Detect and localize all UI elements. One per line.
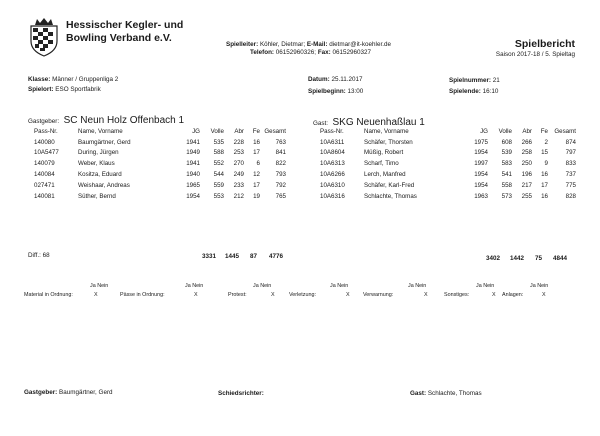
col-name: Name, Vorname (78, 127, 123, 135)
player-gesamt: 874 (565, 138, 576, 146)
home-total-fe: 87 (250, 253, 258, 260)
guest-player-rows (320, 137, 576, 202)
player-fe: 6 (256, 160, 260, 168)
check-material-mark: X (94, 292, 98, 298)
player-fe: 15 (541, 149, 548, 157)
home-total-gesamt: 4776 (269, 253, 284, 260)
ja-nein-header-5: Ja Nein (408, 283, 427, 289)
player-passnr: 10A6310 (320, 181, 345, 189)
player-gesamt: 797 (565, 149, 576, 157)
player-row (34, 148, 286, 159)
guest-team-label: Gast: (313, 120, 329, 127)
player-abr: 249 (233, 171, 244, 179)
player-row (320, 158, 576, 169)
datum-value: 25.11.2017 (331, 76, 363, 83)
player-abr: 266 (521, 138, 532, 146)
col-gesamt: Gesamt (264, 127, 286, 135)
player-name: Süther, Bernd (78, 192, 116, 200)
player-passnr: 10A6311 (320, 138, 345, 146)
spielbeginn-label: Spielbeginn: (308, 88, 346, 95)
player-fe: 17 (253, 149, 260, 157)
col-passnr: Pass-Nr. (320, 127, 344, 135)
ja-nein-header-4: Ja Nein (330, 283, 349, 289)
player-abr: 255 (521, 192, 532, 200)
player-gesamt: 737 (565, 171, 576, 179)
gast-sig-label: Gast: (410, 390, 427, 397)
player-abr: 196 (521, 171, 532, 179)
guest-total-abr: 1442 (510, 255, 525, 262)
player-name: Weber, Klaus (78, 160, 115, 168)
check-material: Material in Ordnung: (24, 292, 73, 298)
check-paesse: Pässe in Ordnung: (120, 292, 165, 298)
player-row (320, 169, 576, 180)
spielbeginn-value: 13:00 (347, 88, 364, 95)
player-volle: 541 (501, 171, 512, 179)
player-jg: 1965 (186, 181, 200, 189)
player-volle: 588 (213, 149, 224, 157)
player-passnr: 140081 (34, 192, 55, 200)
player-name: Schlachte, Thomas (364, 192, 417, 200)
datum-line (308, 76, 363, 83)
gastgeber-sig-value: Baumgärtner, Gerd (59, 389, 113, 396)
home-table-header (34, 126, 286, 137)
spielort-line (28, 86, 101, 93)
spielende-label: Spielende: (449, 88, 481, 95)
home-team-label: Gastgeber: (28, 118, 60, 125)
ja-nein-header-3: Ja Nein (253, 283, 272, 289)
gastgeber-sig-label: Gastgeber: (24, 389, 58, 396)
player-passnr: 140079 (34, 160, 55, 168)
player-abr: 212 (233, 192, 244, 200)
spielbeginn-line (308, 88, 363, 95)
col-volle: Volle (498, 127, 512, 135)
ja-nein-header-6: Ja Nein (476, 283, 495, 289)
player-gesamt: 775 (565, 181, 576, 189)
player-name: Weishaar, Andreas (78, 181, 130, 189)
player-abr: 253 (233, 149, 244, 157)
player-fe: 17 (541, 181, 548, 189)
player-name: Schäfer, Thorsten (364, 138, 413, 146)
check-paesse-mark: X (194, 292, 198, 298)
player-fe: 19 (253, 192, 260, 200)
player-row (34, 191, 286, 202)
player-name: Kositza, Eduard (78, 171, 122, 179)
check-anlagen: Anlagen: (502, 292, 524, 298)
check-verletzung-mark: X (346, 292, 350, 298)
check-verwarnung-mark: X (424, 292, 428, 298)
klasse-value: Männer / Gruppenliga 2 (52, 76, 119, 83)
klasse-label: Klasse: (28, 76, 51, 83)
player-row (320, 148, 576, 159)
association-name-line2: Bowling Verband e.V. (66, 32, 172, 44)
col-abr: Abr (522, 127, 532, 135)
player-fe: 16 (541, 171, 548, 179)
home-total-abr: 1445 (225, 253, 240, 260)
player-row (320, 137, 576, 148)
player-jg: 1975 (474, 138, 488, 146)
player-gesamt: 828 (565, 192, 576, 200)
player-jg: 1941 (186, 160, 200, 168)
player-name: During, Jürgen (78, 149, 119, 157)
player-name: Scharf, Timo (364, 160, 399, 168)
col-fe: Fe (252, 127, 260, 135)
fax-label: Fax: (317, 49, 331, 56)
player-fe: 17 (253, 181, 260, 189)
check-verletzung: Verletzung: (289, 292, 316, 298)
player-passnr: 10A8604 (320, 149, 345, 157)
player-abr: 233 (233, 181, 244, 189)
player-row (34, 180, 286, 191)
player-passnr: 140084 (34, 171, 55, 179)
gast-signature-line (410, 390, 482, 397)
player-passnr: 10A6316 (320, 192, 345, 200)
player-jg: 1954 (474, 149, 488, 157)
player-passnr: 140080 (34, 138, 55, 146)
player-volle: 558 (501, 181, 512, 189)
player-jg: 1940 (186, 171, 200, 179)
player-volle: 608 (501, 138, 512, 146)
player-jg: 1954 (474, 181, 488, 189)
guest-table-header (320, 126, 576, 137)
player-fe: 12 (253, 171, 260, 179)
guest-team-name: SKG Neuenhaßlau 1 (332, 117, 425, 128)
col-jg: JG (192, 127, 200, 135)
player-abr: 217 (521, 181, 532, 189)
player-row (34, 169, 286, 180)
check-sonstiges-mark: X (492, 292, 496, 298)
col-name: Name, Vorname (364, 127, 409, 135)
guest-total-fe: 75 (535, 255, 543, 262)
guest-total-volle: 3402 (486, 255, 501, 262)
player-volle: 553 (213, 192, 224, 200)
spielleiter-line (226, 41, 391, 48)
player-name: Lerch, Manfred (364, 171, 406, 179)
gastgeber-signature-line (24, 389, 113, 396)
spielleiter-label: Spielleiter: (226, 41, 259, 48)
spielnummer-value: 21 (492, 77, 500, 84)
player-abr: 258 (521, 149, 532, 157)
player-gesamt: 793 (275, 171, 286, 179)
player-gesamt: 841 (275, 149, 286, 157)
association-name-line1: Hessischer Kegler- und (66, 19, 184, 31)
ja-nein-header-7: Ja Nein (530, 283, 549, 289)
col-jg: JG (480, 127, 488, 135)
player-gesamt: 765 (275, 192, 286, 200)
email-label: E-Mail: (306, 41, 328, 48)
coat-of-arms-logo (27, 17, 61, 57)
season-label: Saison 2017-18 / 5. Spieltag (495, 51, 575, 58)
player-volle: 539 (501, 149, 512, 157)
player-abr: 270 (233, 160, 244, 168)
player-row (34, 158, 286, 169)
col-volle: Volle (210, 127, 224, 135)
player-passnr: 027471 (34, 181, 55, 189)
schiedsrichter-label: Schiedsrichter: (218, 390, 264, 397)
spielort-value: ESO Sportfabrik (55, 86, 101, 93)
player-jg: 1963 (474, 192, 488, 200)
player-gesamt: 822 (275, 160, 286, 168)
player-jg: 1941 (186, 138, 200, 146)
diff-label: Diff.: 68 (28, 252, 50, 259)
gast-sig-value: Schlachte, Thomas (427, 390, 482, 397)
email-value: dietmar@it-koehler.de (329, 41, 391, 48)
player-fe: 16 (253, 138, 260, 146)
player-row (320, 191, 576, 202)
ja-nein-header-2: Ja Nein (185, 283, 204, 289)
player-volle: 573 (501, 192, 512, 200)
player-fe: 2 (544, 138, 548, 146)
spielnummer-label: Spielnummer: (449, 77, 491, 84)
player-gesamt: 763 (275, 138, 286, 146)
spielleiter-value: Köhler, Dietmar; (259, 41, 306, 48)
player-fe: 9 (544, 160, 548, 168)
player-volle: 583 (501, 160, 512, 168)
telefon-label: Telefon: (250, 49, 275, 56)
player-volle: 544 (213, 171, 224, 179)
spielende-value: 16:10 (482, 88, 499, 95)
ja-nein-header-1: Ja Nein (90, 283, 109, 289)
player-volle: 559 (213, 181, 224, 189)
telefon-line (250, 49, 371, 56)
fax-value: 06152960327 (332, 49, 372, 56)
player-jg: 1954 (474, 171, 488, 179)
player-abr: 250 (521, 160, 532, 168)
datum-label: Datum: (308, 76, 330, 83)
check-anlagen-mark: X (542, 292, 546, 298)
player-volle: 535 (213, 138, 224, 146)
player-passnr: 10A6313 (320, 160, 345, 168)
player-abr: 228 (233, 138, 244, 146)
spielende-line (449, 88, 498, 95)
player-name: Müßig, Robert (364, 149, 404, 157)
guest-total-gesamt: 4844 (553, 255, 568, 262)
player-fe: 16 (541, 192, 548, 200)
col-abr: Abr (234, 127, 244, 135)
col-fe: Fe (540, 127, 548, 135)
spielnummer-line (449, 77, 500, 84)
player-jg: 1954 (186, 192, 200, 200)
check-protest-mark: X (271, 292, 275, 298)
player-jg: 1949 (186, 149, 200, 157)
col-gesamt: Gesamt (554, 127, 576, 135)
home-players-table (34, 126, 286, 202)
check-protest: Protest: (228, 292, 247, 298)
player-jg: 1997 (474, 160, 488, 168)
player-name: Baumgärtner, Gerd (78, 138, 131, 146)
player-passnr: 10A6266 (320, 171, 345, 179)
check-sonstiges: Sonstiges: (444, 292, 470, 298)
home-player-rows (34, 137, 286, 202)
klasse-line (28, 76, 118, 83)
player-row (320, 180, 576, 191)
home-total-volle: 3331 (202, 253, 217, 260)
home-team-name: SC Neun Holz Offenbach 1 (63, 115, 185, 126)
check-verwarnung: Verwarnung: (363, 292, 394, 298)
guest-players-table (320, 126, 576, 202)
document-title: Spielbericht (514, 38, 575, 50)
player-name: Schäfer, Karl-Fred (364, 181, 415, 189)
player-volle: 552 (213, 160, 224, 168)
player-gesamt: 833 (565, 160, 576, 168)
player-passnr: 10A5477 (34, 149, 59, 157)
player-gesamt: 792 (275, 181, 286, 189)
telefon-value: 06152960326; (275, 49, 317, 56)
col-passnr: Pass-Nr. (34, 127, 58, 135)
spielort-label: Spielort: (28, 86, 54, 93)
player-row (34, 137, 286, 148)
